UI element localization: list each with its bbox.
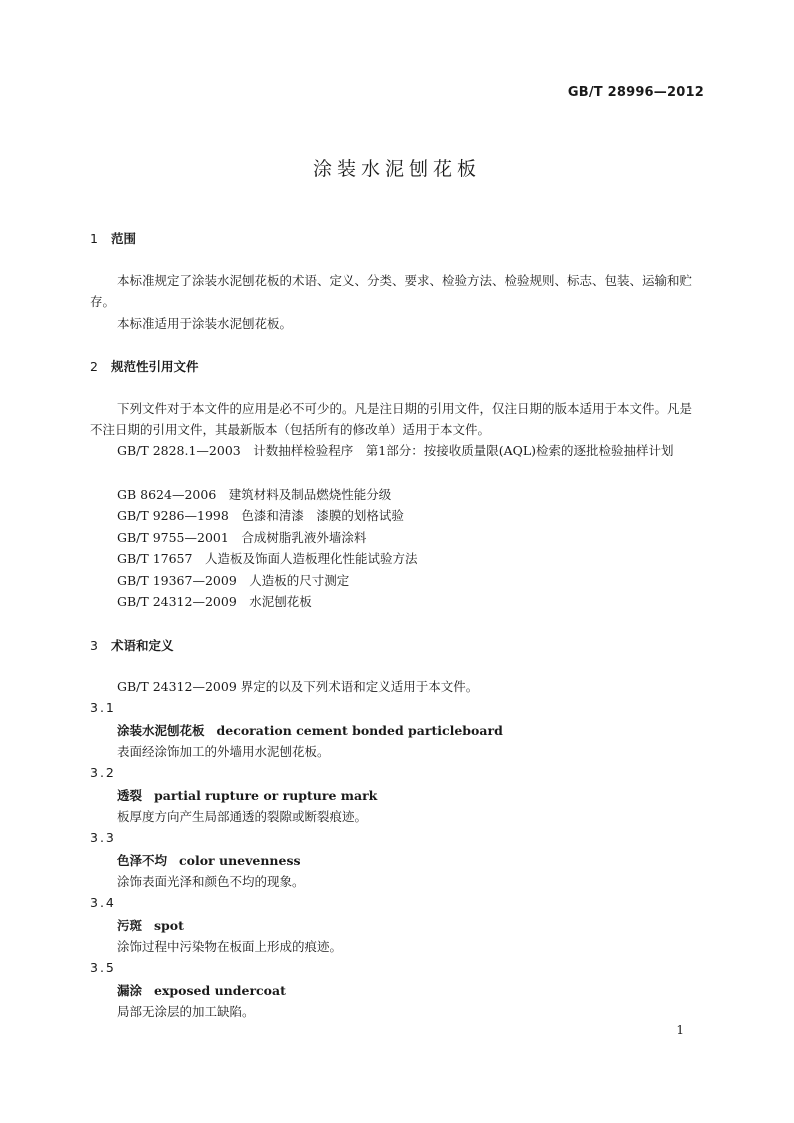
term-definition: 表面经涂饰加工的外墙用水泥刨花板。: [117, 744, 330, 759]
term-definition: 涂饰过程中污染物在板面上形成的痕迹。: [117, 939, 343, 954]
term-definition: 局部无涂层的加工缺陷。: [117, 1004, 255, 1019]
section-number: 1: [90, 231, 98, 246]
term-chinese: 涂装水泥刨花板: [117, 723, 205, 738]
term-entry: [117, 721, 503, 739]
term-english: exposed undercoat: [154, 983, 286, 998]
reference-item: GB/T 24312—2009 水泥刨花板: [117, 594, 312, 609]
section-title: 范围: [111, 231, 137, 246]
term-english: spot: [154, 918, 184, 933]
reference-item: GB 8624—2006 建筑材料及制品燃烧性能分级: [117, 487, 392, 502]
term-chinese: 色泽不均: [117, 853, 168, 868]
section-heading-terms: [90, 636, 174, 654]
standard-number: GB/T 28996—2012: [567, 85, 704, 100]
term-english: partial rupture or rupture mark: [154, 788, 378, 803]
reference-item: GB/T 17657 人造板及饰面人造板理化性能试验方法: [117, 551, 418, 566]
clause-number: 3.1: [90, 700, 116, 715]
term-english: decoration cement bonded particleboard: [216, 723, 503, 738]
term-chinese: 污斑: [117, 918, 143, 933]
page-number: 1: [676, 1023, 684, 1037]
clause-number: 3.5: [90, 960, 116, 975]
clause-number: 3.4: [90, 895, 116, 910]
term-english: color unevenness: [179, 853, 301, 868]
term-chinese: 透裂: [117, 788, 143, 803]
clause-number: 3.2: [90, 765, 116, 780]
section-number: 2: [90, 359, 98, 374]
reference-item: GB/T 9755—2001 合成树脂乳液外墙涂料: [117, 530, 367, 545]
term-entry: [117, 786, 377, 804]
references-intro: 下列文件对于本文件的应用是必不可少的。凡是注日期的引用文件，仅注日期的版本适用于本文件。凡是不注日期的引用文件，其最新版本（包括所有的修改单）适用于本文件。: [90, 401, 693, 437]
scope-paragraph-1: 本标准规定了涂装水泥刨花板的术语、定义、分类、要求、检验方法、检验规则、标志、包装、运输和贮存。: [90, 273, 693, 309]
reference-item: GB/T 19367—2009 人造板的尺寸测定: [117, 573, 350, 588]
reference-item: GB/T 2828.1—2003 计数抽样检验程序 第1部分：按接收质量限(AQL)检索的逐批检验抽样计划: [117, 443, 674, 458]
section-heading-references: [90, 357, 199, 375]
term-entry: [117, 981, 286, 999]
term-entry: [117, 916, 184, 934]
section-number: 3: [90, 638, 98, 653]
clause-number: 3.3: [90, 830, 116, 845]
term-chinese: 漏涂: [117, 983, 143, 998]
terms-intro: GB/T 24312—2009 界定的以及下列术语和定义适用于本文件。: [117, 679, 479, 694]
section-heading-scope: [90, 229, 136, 247]
reference-item: GB/T 9286—1998 色漆和清漆 漆膜的划格试验: [117, 508, 404, 523]
term-definition: 涂饰表面光泽和颜色不均的现象。: [117, 874, 305, 889]
term-entry: [117, 851, 301, 869]
section-title: 术语和定义: [111, 638, 174, 653]
scope-paragraph-2: 本标准适用于涂装水泥刨花板。: [117, 316, 293, 331]
term-definition: 板厚度方向产生局部通透的裂隙或断裂痕迹。: [117, 809, 368, 824]
document-title: 涂装水泥刨花板: [312, 158, 481, 180]
section-title: 规范性引用文件: [111, 359, 199, 374]
